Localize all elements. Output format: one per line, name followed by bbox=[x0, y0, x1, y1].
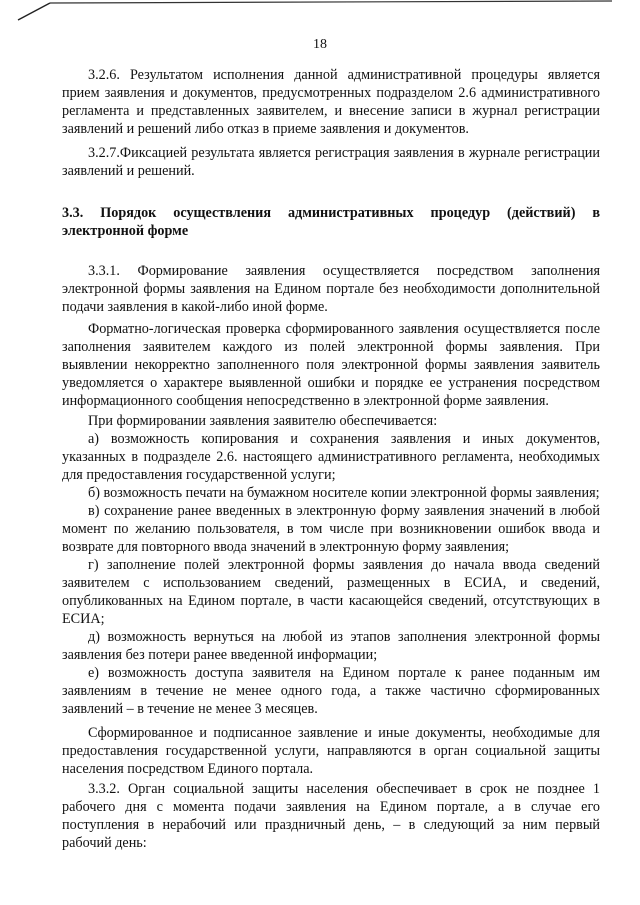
paragraph-submission: Сформированное и подписанное заявление и иные документы, необходимые для предоставления государственной услуги, направляются в орган социальной защиты населения посредством Единого портала. bbox=[62, 725, 600, 777]
paragraph-form-intro: При формировании заявления заявителю обеспечивается: bbox=[88, 413, 438, 429]
scan-artifact-line bbox=[0, 0, 640, 22]
list-item-e: е) возможность доступа заявителя на Едином портале к ранее поданным им заявлениям в течение не менее одного года, а также частично сформированных заявлений – в течение не менее 3 месяцев. bbox=[62, 665, 600, 717]
list-item-g: г) заполнение полей электронной формы заявления до начала ввода сведений заявителем с использованием сведений, размещенных в ЕСИА, и сведений, опубликованных на Едином портале, в части касающейся сведений, отсутствующих в ЕСИА; bbox=[62, 557, 600, 627]
list-item-v: в) сохранение ранее введенных в электронную форму заявления значений в любой момент по желанию пользователя, в том числе при возникновении ошибок ввода и возврате для повторного ввода значений в электронную форму заявления; bbox=[62, 503, 600, 555]
page-number: 18 bbox=[313, 37, 327, 52]
paragraph-3-3-2: 3.3.2. Орган социальной защиты населения обеспечивает в срок не позднее 1 рабочего дня с момента подачи заявления на Едином портале, а в случае его поступления в нерабочий или праздничный день, – в следующий за ним первый рабочий день: bbox=[62, 781, 600, 851]
document-body bbox=[62, 66, 600, 852]
list-item-a: а) возможность копирования и сохранения заявления и иных документов, указанных в подразделе 2.6. настоящего административного регламента, необходимых для предоставления государственной услуги; bbox=[62, 431, 600, 483]
list-item-b: б) возможность печати на бумажном носителе копии электронной формы заявления; bbox=[88, 485, 600, 501]
paragraph-3-2-7: 3.2.7.Фиксацией результата является регистрация заявления в журнале регистрации заявлений и решений. bbox=[62, 145, 600, 179]
paragraph-format-check: Форматно-логическая проверка сформированного заявления осуществляется после заполнения заявителем каждого из полей электронной формы заявления. При выявлении некорректно заполненного поля электронной формы заявления заявитель уведомляется о характере выявленной ошибки и порядке ее устранения посредством информационного сообщения непосредственно в электронной форме заявления. bbox=[62, 321, 600, 409]
list-item-d: д) возможность вернуться на любой из этапов заполнения электронной формы заявления без потери ранее введенной информации; bbox=[62, 629, 600, 663]
section-heading-3-3: 3.3. Порядок осуществления административных процедур (действий) в электронной форме bbox=[62, 205, 600, 239]
paragraph-3-3-1: 3.3.1. Формирование заявления осуществляется посредством заполнения электронной формы заявления на Едином портале без необходимости дополнительной подачи заявления в какой-либо иной форме. bbox=[62, 263, 600, 315]
paragraph-3-2-6: 3.2.6. Результатом исполнения данной административной процедуры является прием заявления и документов, предусмотренных подразделом 2.6 административного регламента и представленных заявителем, и внесение записи в журнал регистрации заявлений и решений либо отказ в приеме заявления и документов. bbox=[62, 67, 600, 137]
